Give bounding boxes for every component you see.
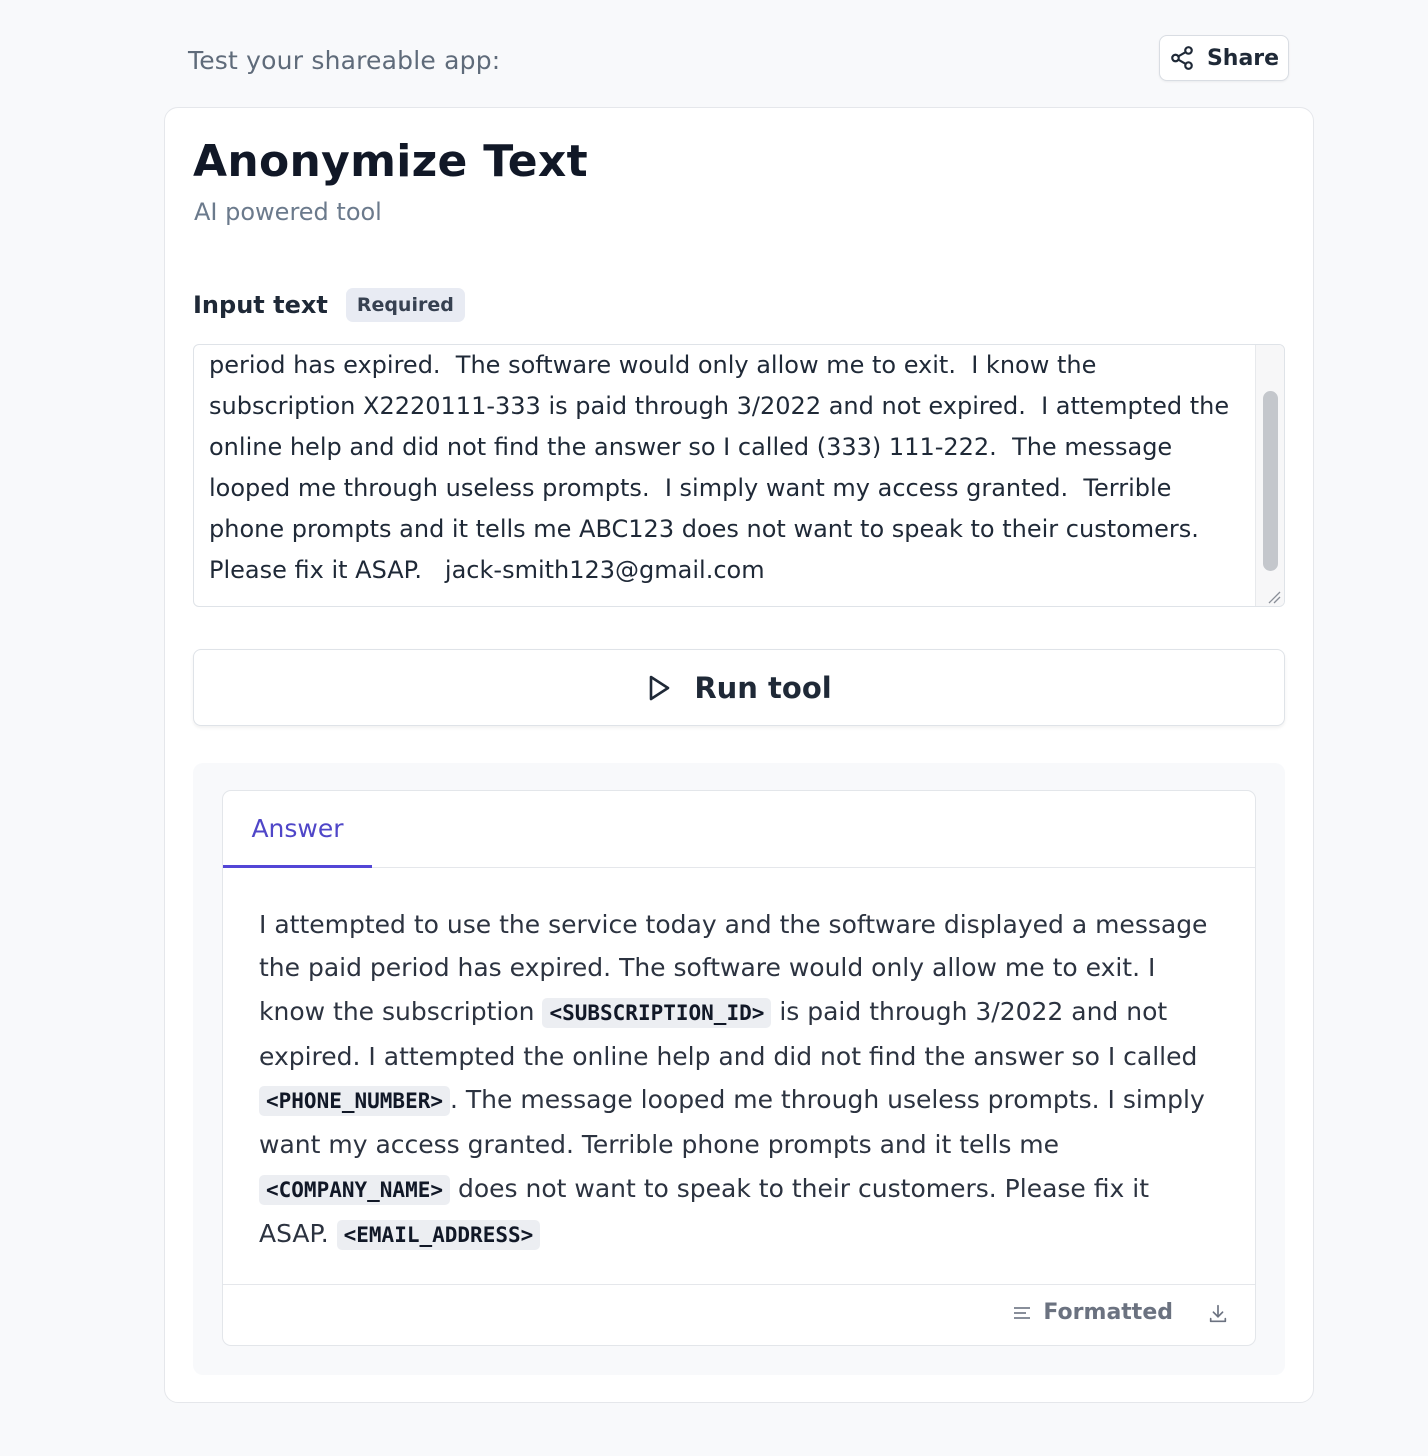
answer-text bbox=[259, 903, 1219, 1257]
resize-handle-icon[interactable] bbox=[1267, 590, 1281, 604]
download-icon[interactable] bbox=[1207, 1303, 1229, 1325]
app-title: Anonymize Text bbox=[193, 136, 588, 187]
formatted-label: Formatted bbox=[1043, 1300, 1173, 1325]
company-name-tag: <COMPANY_NAME> bbox=[259, 1175, 450, 1205]
phone-number-tag: <PHONE_NUMBER> bbox=[259, 1086, 450, 1116]
app-subtitle: AI powered tool bbox=[194, 198, 382, 226]
email-address-tag: <EMAIL_ADDRESS> bbox=[337, 1220, 541, 1250]
play-icon bbox=[646, 674, 672, 702]
subscription-id-tag: <SUBSCRIPTION_ID> bbox=[542, 998, 771, 1028]
app-card bbox=[164, 107, 1314, 1403]
answer-card bbox=[222, 790, 1256, 1346]
answer-segment: I attempted to use the service today and the software displayed a message the paid period has expired. The software would only allow me to exit. I know the subscription bbox=[259, 910, 1208, 1026]
input-text-value[interactable]: period has expired. The software would only allow me to exit. I know the subscription X2220111-333 is paid through 3/2022 and not expired. I attempted the online help and did not find the answer so I called (333) 111-222. The message looped me through useless prompts. I simply want my access granted. Terrible phone prompts and it tells me ABC123 does not want to speak to their customers. Please fix it ASAP. jack-smith123@gmail.com bbox=[209, 351, 1230, 584]
result-panel bbox=[193, 763, 1285, 1375]
page-header-label: Test your shareable app: bbox=[188, 46, 501, 75]
share-icon bbox=[1169, 45, 1195, 71]
answer-segment: . The message looped me through useless prompts. I simply want my access granted. Terrible phone prompts and it tells me bbox=[259, 1085, 1205, 1160]
lines-icon bbox=[1013, 1305, 1031, 1321]
input-label: Input text bbox=[193, 291, 328, 319]
answer-segment: is paid through 3/2022 and not expired. I attempted the online help and did not find the answer so I called bbox=[259, 996, 1198, 1071]
share-label: Share bbox=[1206, 45, 1280, 71]
tab-answer[interactable]: Answer bbox=[223, 791, 372, 868]
run-tool-label: Run tool bbox=[694, 670, 832, 705]
share-button[interactable] bbox=[1159, 35, 1289, 81]
formatted-toggle[interactable] bbox=[1013, 1300, 1173, 1325]
textarea-scrollbar[interactable] bbox=[1255, 345, 1284, 606]
input-textarea[interactable] bbox=[193, 344, 1285, 607]
required-badge: Required bbox=[346, 288, 465, 322]
answer-segment: does not want to speak to their customers. Please fix it ASAP. bbox=[259, 1173, 1149, 1249]
output-tabs bbox=[223, 791, 1255, 868]
input-field-label bbox=[193, 288, 465, 322]
run-tool-button[interactable] bbox=[193, 649, 1285, 726]
scrollbar-thumb[interactable] bbox=[1263, 391, 1278, 571]
answer-footer bbox=[223, 1284, 1255, 1345]
